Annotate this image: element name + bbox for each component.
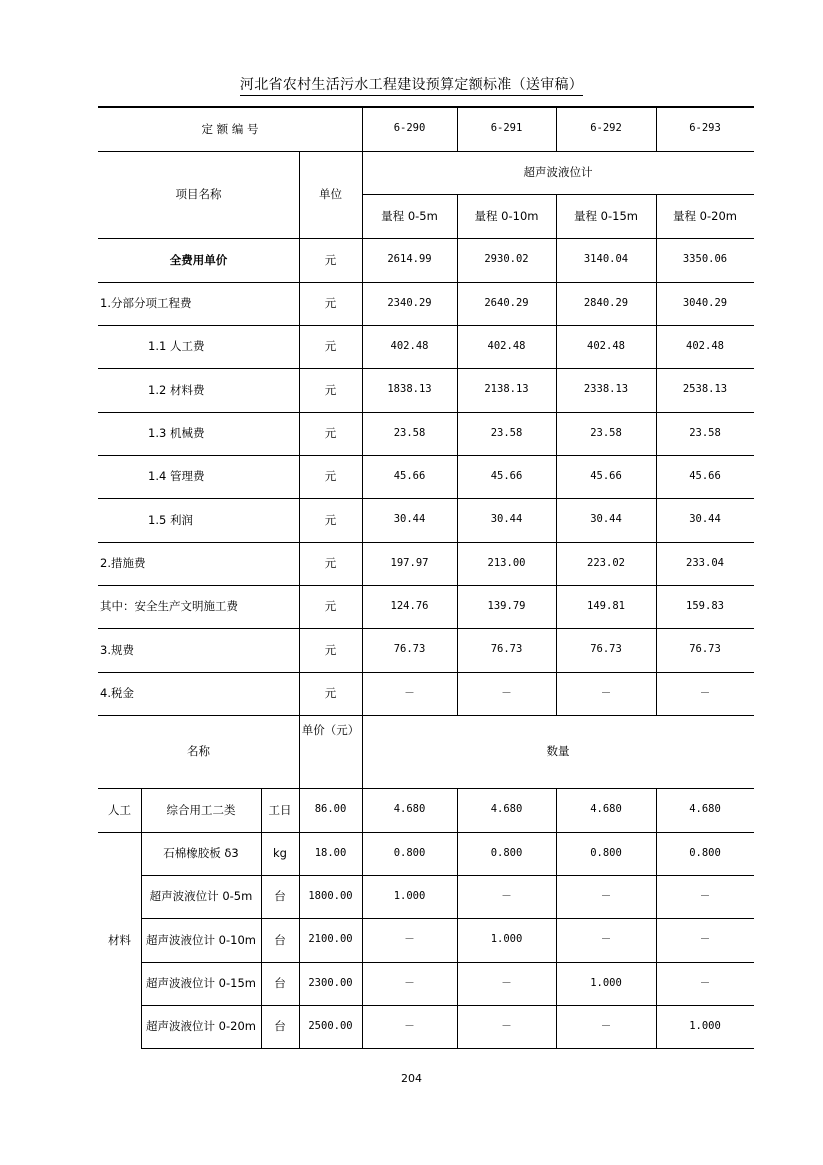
labor-qty: 4.680 [689,803,721,816]
material-qty: 1.000 [490,933,523,946]
cost-item-name: 全费用单价 [169,252,228,267]
column-rule [457,194,458,238]
labor-unit: 工日 [268,802,292,817]
material-name: 超声波液位计 0-15m [146,976,256,991]
cost-value: 45.66 [490,469,523,482]
material-qty: 0.800 [590,846,622,859]
material-name: 超声波液位计 0-10m [146,932,256,947]
cost-value: 30.44 [590,513,622,526]
material-qty: － [404,976,415,989]
cost-value: － [404,686,415,699]
cost-value: 76.73 [590,643,622,656]
cost-value: 197.97 [390,556,429,569]
quota-code: 6-292 [590,122,622,135]
material-qty: 0.800 [490,846,523,859]
resource-price-header: 单价（元） [301,722,360,737]
material-qty: 1.000 [590,976,622,989]
material-qty: － [404,1019,415,1032]
column-rule [362,715,363,788]
cost-item-name: 1.2 材料费 [148,382,205,397]
resource-qty-header: 数量 [546,744,570,759]
column-rule [556,788,557,1048]
cost-value: 149.81 [587,599,625,612]
cost-value: 2340.29 [387,296,432,309]
cost-value: 23.58 [393,426,426,439]
column-rule [656,238,657,715]
cost-item-name: 2.措施费 [100,556,146,571]
cost-item-name: 4.税金 [100,686,134,701]
cost-item-unit: 元 [324,469,337,484]
cost-value: 2930.02 [484,253,529,266]
cost-value: － [600,686,612,699]
cost-value: 3040.29 [682,296,728,309]
cost-value: 233.04 [686,556,724,569]
cost-value: － [699,686,711,699]
cost-item-unit: 元 [324,686,337,701]
labor-name: 综合用工二类 [166,802,236,817]
column-rule [556,107,557,151]
cost-item-unit: 元 [324,252,337,267]
material-unit: 台 [274,976,286,991]
item-name-header: 项目名称 [175,187,222,202]
material-category: 材料 [108,932,131,947]
cost-item-unit: 元 [324,642,337,657]
cost-value: 2614.99 [387,253,432,266]
cost-value: 223.02 [587,556,625,569]
quota-code: 6-293 [689,122,721,135]
material-qty: － [600,933,612,946]
cost-value: － [501,686,512,699]
material-price: 2300.00 [308,976,353,989]
cost-value: 76.73 [490,643,523,656]
column-rule [141,788,142,1048]
material-unit: kg [273,846,287,861]
cost-value: 2640.29 [484,296,529,309]
material-qty: 1.000 [689,1019,721,1032]
cost-item-name: 1.4 管理费 [148,469,205,484]
labor-qty: 4.680 [393,803,426,816]
material-name: 超声波液位计 0-5m [149,889,253,904]
material-unit: 台 [274,1019,286,1034]
cost-value: 30.44 [393,513,426,526]
material-qty: － [699,889,711,902]
labor-price: 86.00 [314,803,347,816]
column-rule [457,107,458,151]
cost-value: 45.66 [689,469,721,482]
cost-item-unit: 元 [324,296,337,311]
column-rule [656,107,657,151]
cost-value: 3350.06 [682,253,728,266]
column-rule [457,238,458,715]
material-qty: － [501,889,512,902]
material-qty: － [404,933,415,946]
cost-value: 402.48 [487,339,526,352]
range-header: 量程 0-5m [381,208,438,223]
column-rule [556,194,557,238]
page-title-text: 河北省农村生活污水工程建设预算定额标准（送审稿） [240,74,583,96]
column-rule [299,715,300,788]
range-header: 量程 0-10m [474,208,539,223]
material-qty: － [600,1019,612,1032]
cost-item-unit: 元 [324,426,337,441]
column-rule [362,107,363,238]
labor-qty: 4.680 [590,803,622,816]
cost-item-unit: 元 [324,382,337,397]
cost-value: 45.66 [393,469,426,482]
column-rule [656,788,657,1048]
column-rule [556,238,557,715]
quota-code-label: 定 额 编 号 [201,121,259,136]
material-qty: 0.800 [393,846,426,859]
labor-category: 人工 [108,802,131,817]
material-qty: 0.800 [689,846,721,859]
material-qty: － [501,976,512,989]
material-qty: 1.000 [393,889,426,902]
cost-value: 30.44 [689,513,721,526]
quota-code: 6-291 [490,122,523,135]
quota-code: 6-290 [393,122,426,135]
cost-value: 2138.13 [484,383,529,396]
cost-value: 76.73 [393,643,426,656]
cost-item-unit: 元 [324,599,337,614]
range-header: 量程 0-15m [574,208,638,223]
column-rule [299,238,300,715]
cost-item-unit: 元 [324,339,337,354]
cost-value: 2338.13 [583,383,629,396]
labor-qty: 4.680 [490,803,523,816]
resource-name-header: 名称 [187,744,210,759]
range-header: 量程 0-20m [673,208,737,223]
column-rule [299,151,300,238]
column-rule [261,788,262,1048]
column-rule [656,194,657,238]
material-unit: 台 [274,932,286,947]
unit-header: 单位 [319,187,342,202]
cost-value: 23.58 [689,426,721,439]
material-qty: － [699,976,711,989]
column-rule [362,238,363,715]
material-name: 超声波液位计 0-20m [146,1019,256,1034]
cost-item-name: 3.规费 [100,642,134,657]
cost-value: 402.48 [390,339,429,352]
row-rule [141,1048,754,1049]
cost-value: 213.00 [487,556,526,569]
cost-value: 1838.13 [387,383,432,396]
cost-value: 2538.13 [682,383,728,396]
cost-item-name: 1.分部分项工程费 [100,296,192,311]
column-rule [362,788,363,1048]
cost-item-name: 1.3 机械费 [148,426,205,441]
cost-value: 2840.29 [583,296,629,309]
cost-value: 402.48 [686,339,724,352]
material-price: 18.00 [314,846,347,859]
cost-value: 23.58 [490,426,523,439]
cost-value: 402.48 [587,339,625,352]
group-header: 超声波液位计 [523,165,593,180]
material-qty: － [501,1019,512,1032]
material-unit: 台 [274,889,286,904]
material-qty: － [600,889,612,902]
cost-item-name: 1.5 利润 [148,512,193,527]
material-name: 石棉橡胶板 δ3 [163,846,239,861]
material-price: 2100.00 [308,933,353,946]
cost-value: 30.44 [490,513,523,526]
cost-value: 124.76 [390,599,429,612]
column-rule [299,788,300,1048]
cost-item-name: 其中：安全生产文明施工费 [100,599,238,614]
cost-value: 3140.04 [583,253,629,266]
material-price: 1800.00 [308,889,353,902]
cost-value: 23.58 [590,426,622,439]
cost-item-unit: 元 [324,556,337,571]
cost-value: 159.83 [686,599,724,612]
cost-value: 45.66 [590,469,622,482]
column-rule [457,788,458,1048]
cost-value: 76.73 [689,643,721,656]
cost-item-name: 1.1 人工费 [148,339,205,354]
page-number: 204 [401,1072,422,1085]
material-price: 2500.00 [308,1019,353,1032]
cost-value: 139.79 [487,599,526,612]
material-qty: － [699,933,711,946]
cost-item-unit: 元 [324,512,337,527]
